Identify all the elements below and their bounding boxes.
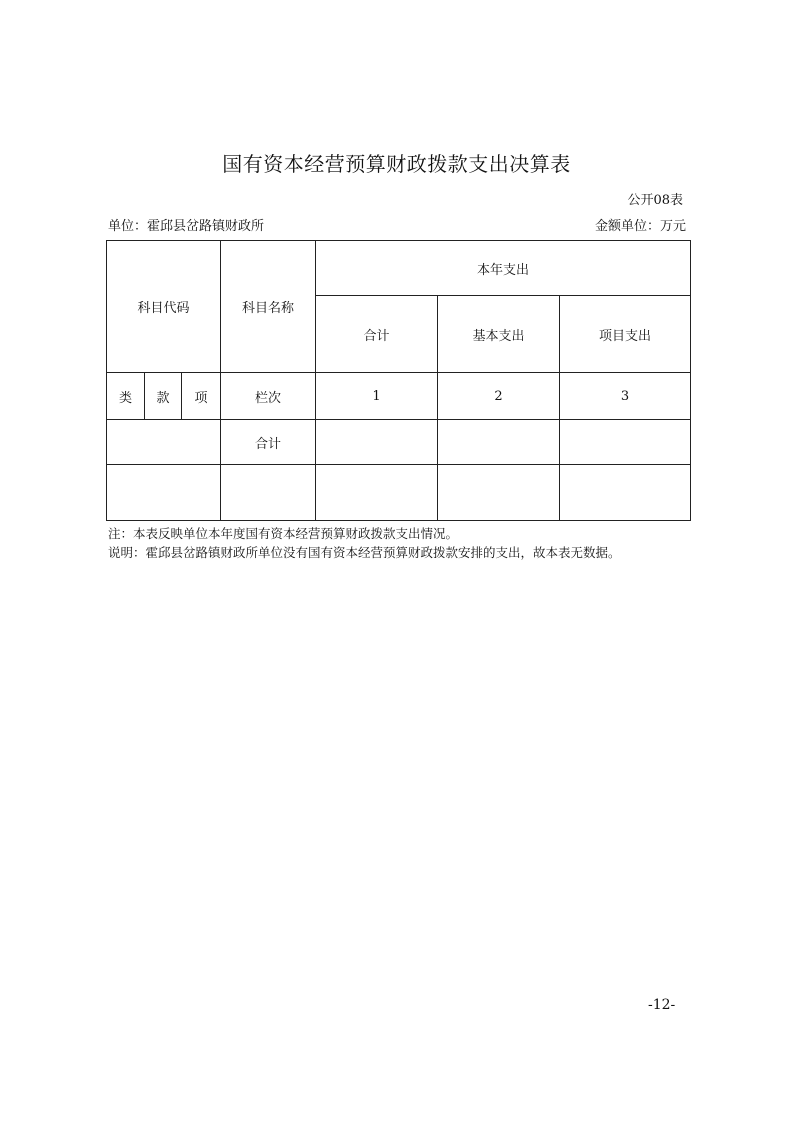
index-row: [107, 373, 691, 420]
form-code: 公开08表: [627, 193, 683, 208]
index-category: 类: [107, 373, 145, 420]
total-label: 合计: [221, 420, 316, 465]
unit-label: 单位：: [108, 219, 148, 234]
total-value-project: [560, 420, 691, 465]
total-code-cell: [107, 420, 221, 465]
index-column-label: 栏次: [221, 373, 316, 420]
unit-name: 霍邱县岔路镇财政所: [147, 219, 265, 234]
empty-total-cell: [316, 465, 438, 521]
empty-project-cell: [560, 465, 691, 521]
index-item: 项: [182, 373, 221, 420]
page-number: -12-: [648, 997, 676, 1013]
empty-row: [107, 465, 691, 521]
notes: [108, 524, 621, 562]
index-section: 款: [145, 373, 182, 420]
empty-name-cell: [221, 465, 316, 521]
total-row: [107, 420, 691, 465]
header-project-expense: 项目支出: [560, 296, 691, 373]
expense-table: [106, 240, 691, 521]
explanation-line: 说明：霍邱县岔路镇财政所单位没有国有资本经营预算财政拨款安排的支出，故本表无数据。: [108, 545, 621, 560]
header-row-1: [107, 241, 691, 296]
header-subject-name: 科目名称: [221, 241, 316, 373]
note-line: 注：本表反映单位本年度国有资本经营预算财政拨款支出情况。: [108, 526, 459, 541]
index-col-2: 2: [438, 373, 560, 420]
index-col-3: 3: [560, 373, 691, 420]
empty-code-cell: [107, 465, 221, 521]
document-title: 国有资本经营预算财政拨款支出决算表: [222, 152, 571, 176]
amount-unit: 金额单位：万元: [594, 219, 686, 234]
unit-info: [108, 215, 264, 234]
index-col-1: 1: [316, 373, 438, 420]
empty-basic-cell: [438, 465, 560, 521]
header-total: 合计: [316, 296, 438, 373]
header-subject-code: 科目代码: [107, 241, 221, 373]
header-basic-expense: 基本支出: [438, 296, 560, 373]
total-value-basic: [438, 420, 560, 465]
header-current-year-expense: 本年支出: [316, 241, 691, 296]
total-value-total: [316, 420, 438, 465]
